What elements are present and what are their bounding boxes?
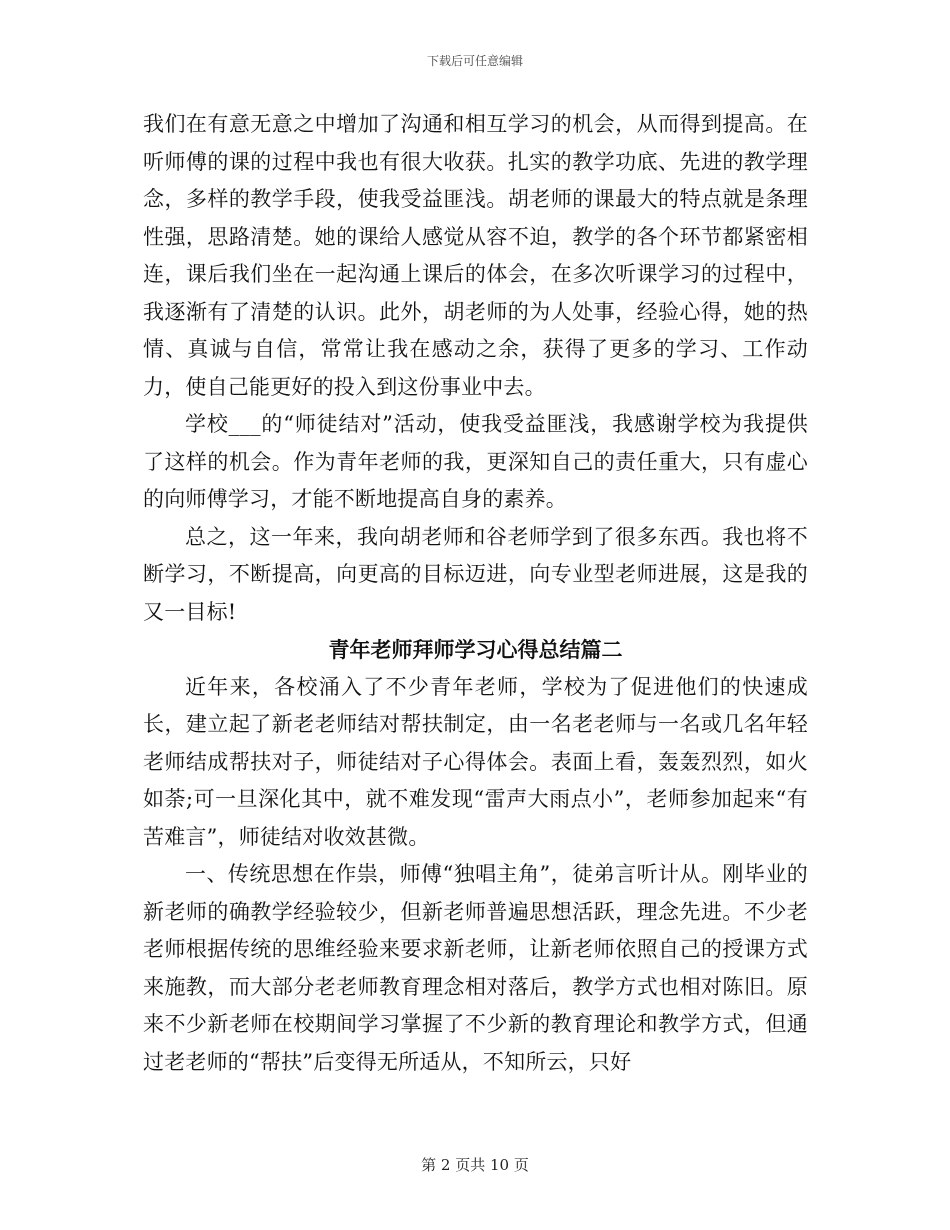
paragraph-1: 我们在有意无意之中增加了沟通和相互学习的机会，从而得到提高。在听师傅的课的过程中我也有很大收获。扎实的教学功底、先进的教学理念，多样的教学手段，使我受益匪浅。胡老师的课最大的特点就是条理性强，思路清楚。她的课给人感觉从容不迫，教学的各个环节都紧密相连，课后我们坐在一起沟通上课后的体会，在多次听课学习的过程中，我逐渐有了清楚的认识。此外，胡老师的为人处事，经验心得，她的热情、真诚与自信，常常让我在感动之余，获得了更多的学习、工作动力，使自己能更好的投入到这份事业中去。 [143,112,808,399]
paragraph-2: 学校___的“师徒结对”活动，使我受益匪浅，我感谢学校为我提供了这样的机会。作为青年老师的我，更深知自己的责任重大，只有虚心的向师傅学习，才能不断地提高自身的素养。 [143,412,808,511]
section-heading: 青年老师拜师学习心得总结篇二 [328,637,623,662]
page-header: 下载后可任意编辑 [426,54,523,68]
paragraph-3: 总之，这一年来，我向胡老师和谷老师学到了很多东西。我也将不断学习，不断提高，向更高的目标迈进，向专业型老师进展，这是我的又一目标! [143,524,808,624]
paragraph-5: 一、传统思想在作祟，师傅“独唱主角”，徒弟言听计从。刚毕业的新老师的确教学经验较少，但新老师普遍思想活跃，理念先进。不少老老师根据传统的思维经验来要求新老师，让新老师依照自己的授课方式来施教，而大部分老老师教育理念相对落后，教学方式也相对陈旧。原来不少新老师在校期间学习掌握了不少新的教育理论和教学方式，但通过老老师的“帮扶”后变得无所适从，不知所云，只好 [143,862,808,1074]
paragraph-4: 近年来，各校涌入了不少青年老师，学校为了促进他们的快速成长，建立起了新老老师结对帮扶制定，由一名老老师与一名或几名年轻老师结成帮扶对子，师徒结对子心得体会。表面上看，轰轰烈烈，如火如荼;可一旦深化其中，就不难发现“雷声大雨点小”，老师参加起来“有苦难言”，师徒结对收效甚微。 [143,674,808,849]
page-footer: 第 2 页共 10 页 [421,1156,529,1174]
document-body [143,106,808,1081]
